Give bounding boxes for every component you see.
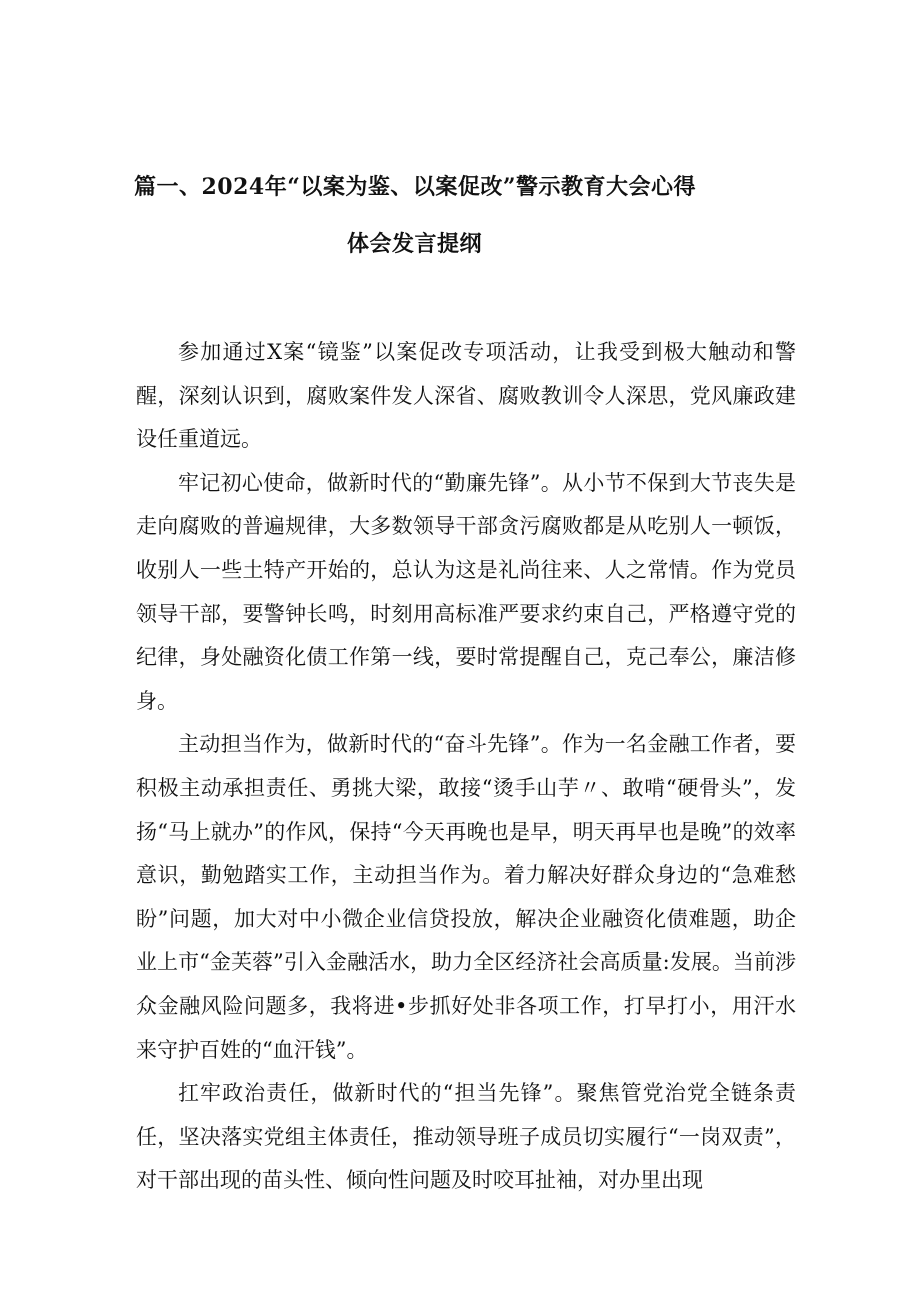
document-body [136, 331, 796, 1203]
paragraph-intro: 参加通过X案“镜鉴”以案促改专项活动，让我受到极大触动和警醒，深刻认识到，腐败案件发人深省、腐败教训令人深思，党风廉政建设任重道远。 [136, 340, 796, 452]
document-title-line-2: 体会发言提纲 [347, 231, 483, 257]
paragraph-striving-pioneer: 主动担当作为，做新时代的“奋斗先锋”。作为一名金融工作者，要积极主动承担责任、勇挑大梁，敢接“烫手山芋〃、敢啃“硬骨头”，发扬“马上就办”的作风，保持“今天再晚也是早，明天再早也是晚”的效率意识，勤勉踏实工作，主动担当作为。着力解决好群众身边的“急难愁盼”问题，加大对中小微企业信贷投放，解决企业融资化债难题，助企业上市“金芙蓉”引入金融活水，助力全区经济社会高质量:发展。当前涉众金融风险问题多，我将进•步抓好处非各项工作，打早打小，用汗水来守护百姓的“血汗钱”。 [136, 732, 796, 1062]
paragraph-responsibility-pioneer: 扛牢政治责任，做新时代的“担当先锋”。聚焦管党治党全链条责任，坚决落实党组主体责任，推动领导班子成员切实履行“一岗双责”，对干部出现的苗头性、倾向性问题及时咬耳扯袖，对办里出现 [136, 1081, 796, 1193]
document-title-line-1: 篇一、2024年“以案为鉴、以案促改”警示教育大会心得 [134, 174, 697, 200]
paragraph-integrity-pioneer: 牢记初心使命，做新时代的“勤廉先锋”。从小节不保到大节丧失是走向腐败的普遍规律，大多数领导干部贪污腐败都是从吃别人一顿饭，收别人一些土特产开始的，总认为这是礼尚往来、人之常情。作为党员领导干部，要警钟长鸣，时刻用高标准严要求约束自己，严格遵守党的纪律，身处融资化债工作第一线，要时常提醒自己，克己奉公，廉洁修身。 [136, 470, 796, 713]
